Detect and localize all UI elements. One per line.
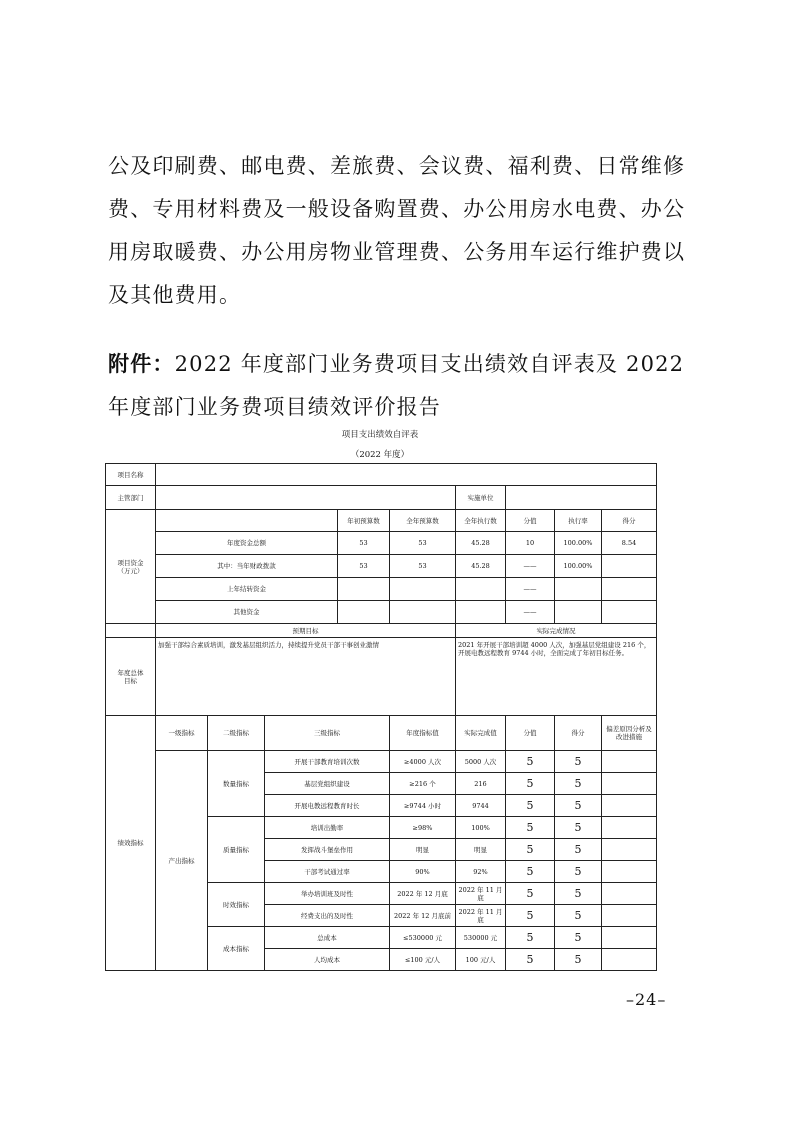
goal-expected-header: 预期目标	[156, 624, 456, 638]
goal-header-row	[106, 624, 657, 638]
score: 5	[555, 905, 602, 927]
actual-value: 530000 元	[456, 927, 506, 949]
level3-indicator: 基层党组织建设	[265, 773, 390, 795]
level3-indicator: 干部考试通过率	[265, 861, 390, 883]
funds-value	[555, 601, 602, 624]
perf-header-cell: 三级指标	[265, 716, 390, 751]
level3-indicator: 发挥战斗堡垒作用	[265, 839, 390, 861]
level2-indicator: 质量指标	[208, 817, 265, 883]
perf-label: 绩效指标	[106, 716, 156, 971]
score: 5	[555, 817, 602, 839]
score: 5	[555, 883, 602, 905]
funds-value	[555, 578, 602, 601]
score: 5	[555, 751, 602, 773]
actual-value: 100 元/人	[456, 949, 506, 971]
level2-indicator: 成本指标	[208, 927, 265, 971]
dept-value	[156, 486, 456, 510]
max-score: 5	[506, 927, 555, 949]
funds-value	[456, 578, 506, 601]
goal-row-label: 年度总体 目标	[106, 638, 156, 716]
score: 5	[555, 839, 602, 861]
impl-label: 实施单位	[456, 486, 506, 510]
funds-value: 45.28	[456, 532, 506, 555]
funds-row	[106, 555, 657, 578]
funds-value	[456, 601, 506, 624]
max-score: 5	[506, 817, 555, 839]
page-number: –24–	[626, 990, 667, 1009]
funds-value: 53	[338, 555, 390, 578]
max-score: 5	[506, 883, 555, 905]
goal-expected-text: 加强干部综合素质培训，激发基层组织活力，持续提升党员干部干事创业激情	[156, 638, 456, 716]
indicator-row	[106, 751, 657, 773]
funds-value: 53	[390, 555, 456, 578]
funds-value	[602, 578, 657, 601]
funds-value: 45.28	[456, 555, 506, 578]
funds-header-row	[106, 510, 657, 532]
attachment-text: 2022 年度部门业务费项目支出绩效自评表及 2022 年度部门业务费项目绩效评价报告	[108, 352, 685, 419]
project-name-row	[106, 464, 657, 486]
perf-header-cell: 年度指标值	[390, 716, 456, 751]
actual-value: 2022 年 11 月底	[456, 883, 506, 905]
perf-header-cell: 偏差原因分析及改进措施	[602, 716, 657, 751]
dept-row	[106, 486, 657, 510]
deviation-reason	[602, 839, 657, 861]
level2-indicator: 时效指标	[208, 883, 265, 927]
funds-header-cell: 得分	[602, 510, 657, 532]
actual-value: 5000 人次	[456, 751, 506, 773]
target-value: 90%	[390, 861, 456, 883]
funds-value	[338, 601, 390, 624]
deviation-reason	[602, 949, 657, 971]
level3-indicator: 人均成本	[265, 949, 390, 971]
project-name-label: 项目名称	[106, 464, 156, 486]
funds-header-cell: 年初预算数	[338, 510, 390, 532]
score: 5	[555, 795, 602, 817]
funds-section	[106, 510, 657, 624]
level3-indicator: 经费支出的及时性	[265, 905, 390, 927]
target-value: 2022 年 12 月底前	[390, 905, 456, 927]
score: 5	[555, 927, 602, 949]
funds-value	[602, 601, 657, 624]
target-value: ≤100 元/人	[390, 949, 456, 971]
deviation-reason	[602, 773, 657, 795]
deviation-reason	[602, 883, 657, 905]
funds-header-cell: 全年执行数	[456, 510, 506, 532]
deviation-reason	[602, 817, 657, 839]
table-title: 项目支出绩效自评表	[341, 430, 419, 440]
level3-indicator: 开展电教远程教育时长	[265, 795, 390, 817]
performance-table	[105, 463, 657, 971]
funds-row	[106, 601, 657, 624]
perf-section	[106, 716, 657, 971]
funds-row	[106, 532, 657, 555]
funds-row-label: 上年结转资金	[156, 578, 338, 601]
goal-actual-header: 实际完成情况	[456, 624, 657, 638]
funds-label: 项目资金 （万元）	[106, 510, 156, 624]
funds-value: 10	[506, 532, 555, 555]
perf-header-cell: 实际完成值	[456, 716, 506, 751]
target-value: ≥98%	[390, 817, 456, 839]
max-score: 5	[506, 773, 555, 795]
target-value: 明显	[390, 839, 456, 861]
funds-header-cell: 执行率	[555, 510, 602, 532]
funds-row-label: 其他资金	[156, 601, 338, 624]
score: 5	[555, 949, 602, 971]
level3-indicator: 总成本	[265, 927, 390, 949]
funds-value: 100.00%	[555, 532, 602, 555]
max-score: 5	[506, 861, 555, 883]
attachment-paragraph	[108, 343, 698, 429]
table-year: （2022 年度）	[350, 450, 410, 460]
project-name-value	[156, 464, 657, 486]
deviation-reason	[602, 927, 657, 949]
funds-row	[106, 578, 657, 601]
max-score: 5	[506, 751, 555, 773]
dept-label: 主管部门	[106, 486, 156, 510]
deviation-reason	[602, 795, 657, 817]
perf-header-cell: 分值	[506, 716, 555, 751]
perf-header-cell: 二级指标	[208, 716, 265, 751]
funds-value	[338, 578, 390, 601]
actual-value: 9744	[456, 795, 506, 817]
level2-indicator: 数量指标	[208, 751, 265, 817]
funds-value: 53	[390, 532, 456, 555]
max-score: 5	[506, 905, 555, 927]
max-score: 5	[506, 795, 555, 817]
actual-value: 2022 年 11 月底	[456, 905, 506, 927]
attachment-lead: 附件：	[108, 352, 175, 376]
perf-header-cell: 得分	[555, 716, 602, 751]
funds-value	[602, 555, 657, 578]
funds-row-label: 其中：当年财政拨款	[156, 555, 338, 578]
funds-header-blank	[156, 510, 338, 532]
impl-value	[506, 486, 657, 510]
level3-indicator: 开展干部教育培训次数	[265, 751, 390, 773]
actual-value: 100%	[456, 817, 506, 839]
deviation-reason	[602, 751, 657, 773]
funds-value: ——	[506, 578, 555, 601]
funds-value: ——	[506, 601, 555, 624]
actual-value: 216	[456, 773, 506, 795]
funds-header-cell: 全年预算数	[390, 510, 456, 532]
funds-value: 53	[338, 532, 390, 555]
max-score: 5	[506, 949, 555, 971]
deviation-reason	[602, 861, 657, 883]
target-value: ≥9744 小时	[390, 795, 456, 817]
funds-value	[390, 601, 456, 624]
funds-header-cell: 分值	[506, 510, 555, 532]
score: 5	[555, 773, 602, 795]
goal-header-blank	[106, 624, 156, 638]
actual-value: 明显	[456, 839, 506, 861]
perf-header-cell: 一级指标	[156, 716, 208, 751]
target-value: ≥4000 人次	[390, 751, 456, 773]
goal-row	[106, 638, 657, 716]
funds-value: 100.00%	[555, 555, 602, 578]
target-value: ≤530000 元	[390, 927, 456, 949]
goal-actual-text: 2021 年开展干部培训超 4000 人次，加强基层党组建设 216 个，开展电教远程教育 9744 小时，全面完成了年初目标任务。	[456, 638, 657, 716]
max-score: 5	[506, 839, 555, 861]
level1-indicator: 产出指标	[156, 751, 208, 971]
level3-indicator: 举办培训班及时性	[265, 883, 390, 905]
funds-value: 8.54	[602, 532, 657, 555]
deviation-reason	[602, 905, 657, 927]
funds-row-label: 年度资金总额	[156, 532, 338, 555]
target-value: ≥216 个	[390, 773, 456, 795]
score: 5	[555, 861, 602, 883]
target-value: 2022 年 12 月底	[390, 883, 456, 905]
level3-indicator: 培训出勤率	[265, 817, 390, 839]
actual-value: 92%	[456, 861, 506, 883]
body-paragraph-1: 公及印刷费、邮电费、差旅费、会议费、福利费、日常维修费、专用材料费及一般设备购置费、办公用房水电费、办公用房取暖费、办公用房物业管理费、公务用车运行维护费以及其他费用。	[108, 154, 686, 307]
perf-header-row	[106, 716, 657, 751]
funds-value	[390, 578, 456, 601]
funds-value: ——	[506, 555, 555, 578]
